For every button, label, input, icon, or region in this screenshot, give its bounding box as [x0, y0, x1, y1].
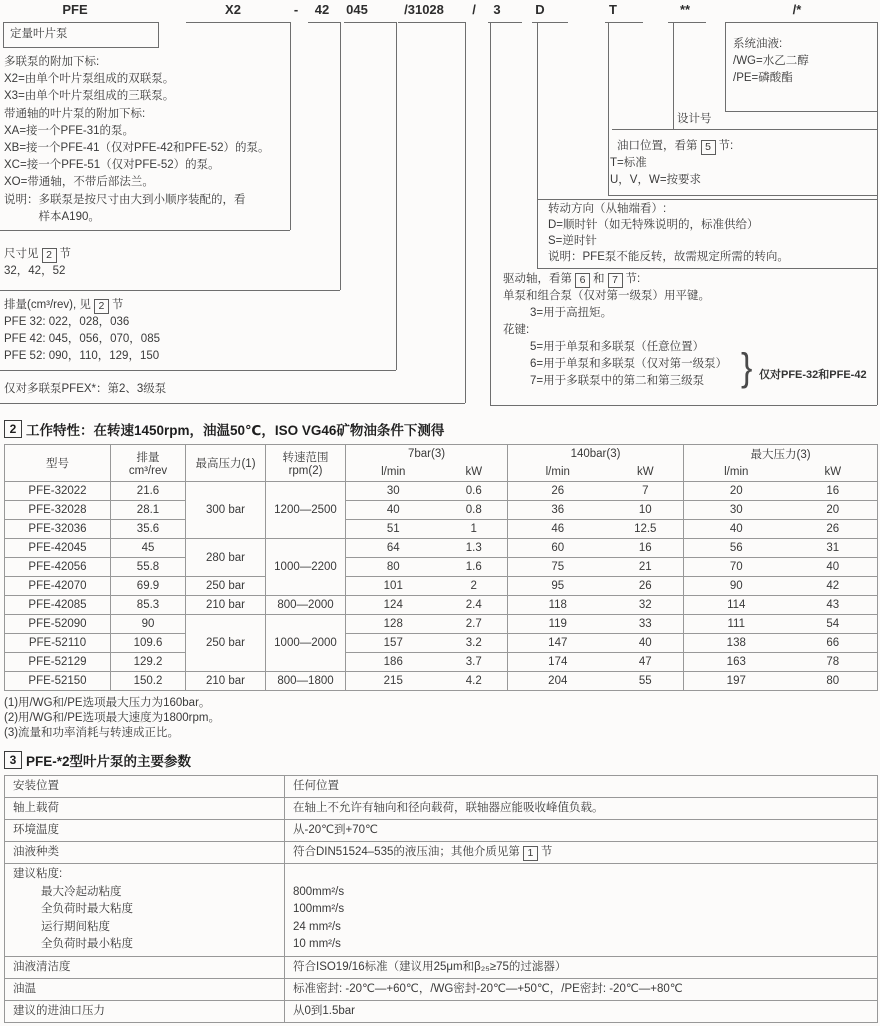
table-cell: 3.2 — [441, 634, 508, 653]
table-cell: 66 — [789, 634, 878, 653]
header-max-pressure: 最高压力(1) — [186, 445, 266, 482]
text-line: 全负荷时最小粘度 — [41, 938, 133, 950]
text-line — [293, 866, 869, 884]
text-line: /PE=磷酸酯 — [733, 72, 793, 84]
connector-line — [0, 230, 290, 231]
table-cell: 186 — [346, 653, 441, 672]
table-cell: 16 — [608, 539, 684, 558]
table-cell: 101 — [346, 577, 441, 596]
table-cell: 26 — [608, 577, 684, 596]
table-cell: 204 — [508, 672, 608, 691]
table-cell: 80 — [346, 558, 441, 577]
table-cell: 80 — [789, 672, 878, 691]
pump-type-label: 定量叶片泵 — [10, 28, 68, 40]
table-cell: 0.6 — [441, 482, 508, 501]
header-group-maxpressure: 最大压力(3) — [684, 445, 878, 464]
text-line: XB=接一个PFE-41（仅对PFE-42和PFE-52）的泵。 — [4, 142, 270, 155]
section-number-box: 2 — [4, 420, 22, 438]
parameter-label-cell: 轴上载荷 — [5, 798, 285, 820]
text-line: 运行期间粘度 — [41, 920, 110, 933]
size-title: 尺寸见 2 节 — [4, 248, 71, 261]
connector-line — [673, 22, 674, 129]
port-position-lines — [610, 155, 733, 189]
subheader-lmin: l/min — [508, 463, 608, 482]
port-position-box — [610, 138, 733, 189]
subheader-kw: kW — [441, 463, 508, 482]
connector-line — [186, 22, 290, 23]
table-cell: 47 — [608, 653, 684, 672]
connector-line — [290, 22, 291, 230]
table-cell: 31 — [789, 539, 878, 558]
text-line: 全负荷时最大粘度 — [41, 903, 133, 915]
table-row — [5, 634, 878, 653]
brace-icon: } — [741, 346, 753, 390]
text-line: (1)用/WG和/PE选项最大压力为160bar。 — [4, 697, 211, 709]
table-cell: 20 — [789, 501, 878, 520]
table-cell: 114 — [684, 596, 789, 615]
table-cell: 40 — [789, 558, 878, 577]
table-cell: 55 — [608, 672, 684, 691]
drive-shaft-block — [503, 271, 727, 390]
table-cell: 300 bar — [186, 482, 266, 539]
section-number-box: 3 — [4, 751, 22, 769]
parameter-value-cell: 符合DIN51524–535的液压油；其他介质见第 1 节 — [285, 842, 878, 864]
table-cell: 1 — [441, 520, 508, 539]
table-cell: 60 — [508, 539, 608, 558]
system-fluid-lines — [733, 36, 809, 87]
text-line: S=逆时针 — [548, 235, 597, 247]
table-cell: 3.7 — [441, 653, 508, 672]
displacement-title: 排量(cm³/rev), 见 2 节 — [4, 299, 124, 312]
code-label: D — [535, 2, 545, 17]
section-ref-box: 5 — [701, 140, 716, 155]
table-cell: 30 — [346, 482, 441, 501]
section-ref-box: 2 — [42, 248, 57, 263]
table-cell: 800—1800 — [266, 672, 346, 691]
parameter-value-cell: 符合ISO19/16标准（建议用25μm和β₂₅≥75的过滤器） — [285, 956, 878, 978]
table-row — [5, 672, 878, 691]
table-row — [5, 615, 878, 634]
table-row — [5, 1000, 878, 1022]
header-group-7bar: 7bar(3) — [346, 445, 508, 464]
code-label: ** — [679, 2, 691, 17]
text-line: PFE 42: 045，056，070，085 — [4, 333, 160, 345]
connector-line — [612, 129, 877, 130]
table-cell: 40 — [608, 634, 684, 653]
text-line: U，V，W=按要求 — [610, 174, 702, 186]
table-cell: PFE-32022 — [5, 482, 111, 501]
table-cell: 69.9 — [111, 577, 186, 596]
code-label: 42 — [314, 2, 330, 17]
table-row — [5, 539, 878, 558]
text-line: 6=用于单泵和多联泵（仅对第一级泵） — [530, 358, 728, 370]
parameter-label-cell: 油液清洁度 — [5, 956, 285, 978]
text-line: 10 mm²/s — [293, 938, 341, 950]
text-line: 花键: — [503, 324, 530, 336]
connector-line — [398, 22, 465, 23]
table-cell: 119 — [508, 615, 608, 634]
parameter-value-cell: 从-20℃到+70℃ — [285, 820, 878, 842]
connector-line — [0, 370, 396, 371]
table-cell: 45 — [111, 539, 186, 558]
code-label: / — [472, 2, 476, 17]
table-cell: 174 — [508, 653, 608, 672]
subheader-kw: kW — [789, 463, 878, 482]
text-line: X3=由单个叶片泵组成的三联泵。 — [4, 90, 175, 103]
text-line: 说明：PFE泵不能反转，故需规定所需的转向。 — [548, 251, 789, 263]
table-cell: 1.6 — [441, 558, 508, 577]
ordering-code-diagram — [0, 0, 880, 410]
table-cell: 70 — [684, 558, 789, 577]
table-cell: 75 — [508, 558, 608, 577]
table-cell: 210 bar — [186, 596, 266, 615]
table-cell: PFE-32028 — [5, 501, 111, 520]
text-line: 7=用于多联泵中的第二和第三级泵 — [530, 375, 705, 387]
connector-line — [308, 22, 340, 23]
text-line: PFE 32: 022，028，036 — [4, 316, 130, 328]
table-cell: 46 — [508, 520, 608, 539]
table-cell: PFE-52110 — [5, 634, 111, 653]
table-cell: 7 — [608, 482, 684, 501]
table-cell: 147 — [508, 634, 608, 653]
table-cell: 2.7 — [441, 615, 508, 634]
drive-shaft-title: 驱动轴，看第 6 和 7 节: — [503, 273, 641, 286]
table-row — [5, 501, 878, 520]
table-cell: 800—2000 — [266, 596, 346, 615]
connector-line — [0, 403, 465, 404]
table-cell: 129.2 — [111, 653, 186, 672]
port-position-title: 油口位置，看第 5 节: — [617, 140, 734, 153]
table-cell: 54 — [789, 615, 878, 634]
x2-subscript-block — [4, 54, 270, 226]
connector-line — [344, 22, 396, 23]
table-cell: 10 — [608, 501, 684, 520]
table-cell: PFE-52090 — [5, 615, 111, 634]
table-cell: 40 — [346, 501, 441, 520]
table-row — [5, 776, 878, 798]
connector-line — [0, 290, 340, 291]
table-row — [5, 596, 878, 615]
table-cell: 150.2 — [111, 672, 186, 691]
table-cell: 35.6 — [111, 520, 186, 539]
header-model: 型号 — [5, 445, 111, 482]
table-cell: PFE-42070 — [5, 577, 111, 596]
section-ref-box: 2 — [94, 299, 109, 314]
connector-line — [465, 22, 466, 403]
table-cell: 56 — [684, 539, 789, 558]
table-cell: 30 — [684, 501, 789, 520]
section-title-text: 工作特性：在转速1450rpm，油温50℃，ISO VG46矿物油条件下测得 — [26, 423, 445, 438]
text-line: 说明：多联泵是按尺寸由大到小顺序装配的，看 — [4, 193, 246, 206]
text-line: T=标准 — [610, 157, 647, 169]
performance-table — [4, 444, 878, 691]
table-cell: 0.8 — [441, 501, 508, 520]
parameter-value-cell: 任何位置 — [285, 776, 878, 798]
connector-line — [490, 22, 491, 405]
text-line: 样本A190。 — [4, 210, 100, 223]
table-cell: 51 — [346, 520, 441, 539]
text-line: 100mm²/s — [293, 903, 345, 915]
table-cell: PFE-52150 — [5, 672, 111, 691]
table-cell: PFE-52129 — [5, 653, 111, 672]
table-cell: 21.6 — [111, 482, 186, 501]
parameter-label-cell — [5, 864, 285, 957]
table-cell: 26 — [508, 482, 608, 501]
parameter-value-cell: 标准密封: -20℃—+60℃，/WG密封-20℃—+50℃，/PE密封: -20℃—+80℃ — [285, 978, 878, 1000]
text-line: X2=由单个叶片泵组成的双联泵。 — [4, 73, 175, 86]
parameters-table — [4, 775, 878, 1023]
parameter-value-cell: 在轴上不允许有轴向和径向载荷，联轴器应能吸收峰值负载。 — [285, 798, 878, 820]
table-row — [5, 798, 878, 820]
connector-line — [537, 199, 877, 200]
table-row — [5, 842, 878, 864]
table-cell: 163 — [684, 653, 789, 672]
code-label: X2 — [225, 2, 241, 17]
design-number-label: 设计号 — [677, 113, 712, 125]
text-line: (3)流量和功率消耗与转速成正比。 — [4, 727, 180, 739]
code-label: T — [609, 2, 617, 17]
table-row — [5, 520, 878, 539]
table-cell: 4.2 — [441, 672, 508, 691]
table-cell: PFE-32036 — [5, 520, 111, 539]
text-line: 建议粘度: — [13, 868, 63, 880]
table-cell: 12.5 — [608, 520, 684, 539]
table-cell: 1200—2500 — [266, 482, 346, 539]
table-cell: 118 — [508, 596, 608, 615]
table-row — [5, 482, 878, 501]
parameter-label-cell: 油温 — [5, 978, 285, 1000]
table-cell: 95 — [508, 577, 608, 596]
table-cell: 210 bar — [186, 672, 266, 691]
connector-line — [608, 22, 609, 195]
text-line: XC=接一个PFE-51（仅对PFE-52）的泵。 — [4, 159, 220, 172]
parameter-label-cell: 油液种类 — [5, 842, 285, 864]
parameters-section-title — [4, 750, 880, 770]
header-speed-range: 转速范围 rpm(2) — [266, 445, 346, 482]
table-row — [5, 864, 878, 957]
table-row — [5, 653, 878, 672]
connector-line — [537, 22, 538, 268]
table-cell: 197 — [684, 672, 789, 691]
section-ref-box: 7 — [608, 273, 623, 288]
table-cell: PFE-42085 — [5, 596, 111, 615]
text-line: 转动方向（从轴端看）: — [548, 203, 667, 215]
table-cell: 26 — [789, 520, 878, 539]
connector-line — [608, 195, 877, 196]
text-line: 单泵和组合泵（仅对第一级泵）用平键。 — [503, 290, 710, 302]
subheader-lmin: l/min — [684, 463, 789, 482]
table-cell: 32 — [608, 596, 684, 615]
text-line: 3=用于高扭矩。 — [530, 307, 613, 319]
text-line: XA=接一个PFE-31的泵。 — [4, 124, 135, 137]
table-row — [5, 978, 878, 1000]
section-ref-box: 6 — [575, 273, 590, 288]
connector-line — [490, 405, 877, 406]
table-cell: 33 — [608, 615, 684, 634]
footnotes — [4, 696, 880, 741]
table-row — [5, 577, 878, 596]
table-cell: 78 — [789, 653, 878, 672]
size-block — [4, 246, 71, 280]
multi-pump-note: 仅对多联泵PFEX*：第2、3级泵 — [4, 383, 167, 395]
parameter-label-cell: 环境温度 — [5, 820, 285, 842]
table-cell: 43 — [789, 596, 878, 615]
section-title-text: PFE-*2型叶片泵的主要参数 — [26, 754, 192, 769]
table-cell: 21 — [608, 558, 684, 577]
table-cell: 157 — [346, 634, 441, 653]
table-cell: 109.6 — [111, 634, 186, 653]
code-label: PFE — [62, 2, 88, 17]
code-label: - — [293, 2, 299, 17]
table-cell: 2 — [441, 577, 508, 596]
table-cell: 90 — [111, 615, 186, 634]
table-cell: PFE-42056 — [5, 558, 111, 577]
rotation-direction-box — [548, 201, 789, 265]
drive-shaft-lines — [503, 288, 727, 390]
table-cell: 1000—2200 — [266, 539, 346, 596]
parameter-value-cell: 从0到1.5bar — [285, 1000, 878, 1022]
text-line: 800mm²/s — [293, 885, 345, 898]
table-cell: 250 bar — [186, 615, 266, 672]
text-line: PFE 52: 090，110，129，150 — [4, 350, 160, 362]
table-cell: 215 — [346, 672, 441, 691]
text-line: 24 mm²/s — [293, 920, 341, 933]
code-label: /31028 — [404, 2, 444, 17]
table-cell: 280 bar — [186, 539, 266, 577]
text-line: (2)用/WG和/PE选项最大速度为1800rpm。 — [4, 712, 220, 724]
parameter-value-cell — [285, 864, 878, 957]
header-displacement: 排量 cm³/rev — [111, 445, 186, 482]
table-cell: 16 — [789, 482, 878, 501]
table-cell: PFE-42045 — [5, 539, 111, 558]
brace-note: 仅对PFE-32和PFE-42 — [759, 369, 867, 381]
parameter-label-cell: 安装位置 — [5, 776, 285, 798]
table-row — [5, 956, 878, 978]
text-line: 多联泵的附加下标: — [4, 56, 100, 68]
table-cell: 1.3 — [441, 539, 508, 558]
displacement-block — [4, 297, 160, 365]
table-cell: 42 — [789, 577, 878, 596]
table-cell: 28.1 — [111, 501, 186, 520]
code-label: 3 — [493, 2, 501, 17]
text-line: /WG=水乙二醇 — [733, 55, 809, 67]
table-header-row — [5, 445, 878, 464]
text-line: 5=用于单泵和多联泵（任意位置） — [530, 341, 705, 353]
header-group-140bar: 140bar(3) — [508, 445, 684, 464]
table-cell: 64 — [346, 539, 441, 558]
parameter-label-cell: 建议的进油口压力 — [5, 1000, 285, 1022]
connector-line — [605, 22, 643, 23]
connector-line — [396, 22, 397, 370]
table-row — [5, 820, 878, 842]
text-line: 系统油液: — [733, 38, 783, 50]
subheader-kw: kW — [608, 463, 684, 482]
connector-line — [340, 22, 341, 290]
table-row — [5, 558, 878, 577]
text-line: 带通轴的叶片泵的附加下标: — [4, 107, 146, 120]
text-line: 最大冷起动粘度 — [41, 885, 122, 898]
table-cell: 20 — [684, 482, 789, 501]
table-cell: 111 — [684, 615, 789, 634]
table-cell: 2.4 — [441, 596, 508, 615]
table-cell: 250 bar — [186, 577, 266, 596]
table-cell: 85.3 — [111, 596, 186, 615]
table-cell: 55.8 — [111, 558, 186, 577]
table-cell: 124 — [346, 596, 441, 615]
subheader-lmin: l/min — [346, 463, 441, 482]
section-ref-box: 1 — [523, 846, 538, 861]
code-label: 045 — [346, 2, 368, 17]
text-line: D=顺时针（如无特殊说明的，标准供给） — [548, 219, 759, 231]
table-cell: 1000—2000 — [266, 615, 346, 672]
table-cell: 36 — [508, 501, 608, 520]
table-cell: 90 — [684, 577, 789, 596]
connector-line — [537, 268, 877, 269]
code-label: /* — [792, 2, 802, 17]
displacement-lines — [4, 314, 160, 365]
table-cell: 128 — [346, 615, 441, 634]
table-cell: 40 — [684, 520, 789, 539]
connector-line — [488, 22, 522, 23]
size-value: 32，42，52 — [4, 265, 66, 277]
table-cell: 138 — [684, 634, 789, 653]
performance-section-title — [4, 419, 880, 439]
text-line: XO=带通轴，不带后部法兰。 — [4, 176, 154, 189]
